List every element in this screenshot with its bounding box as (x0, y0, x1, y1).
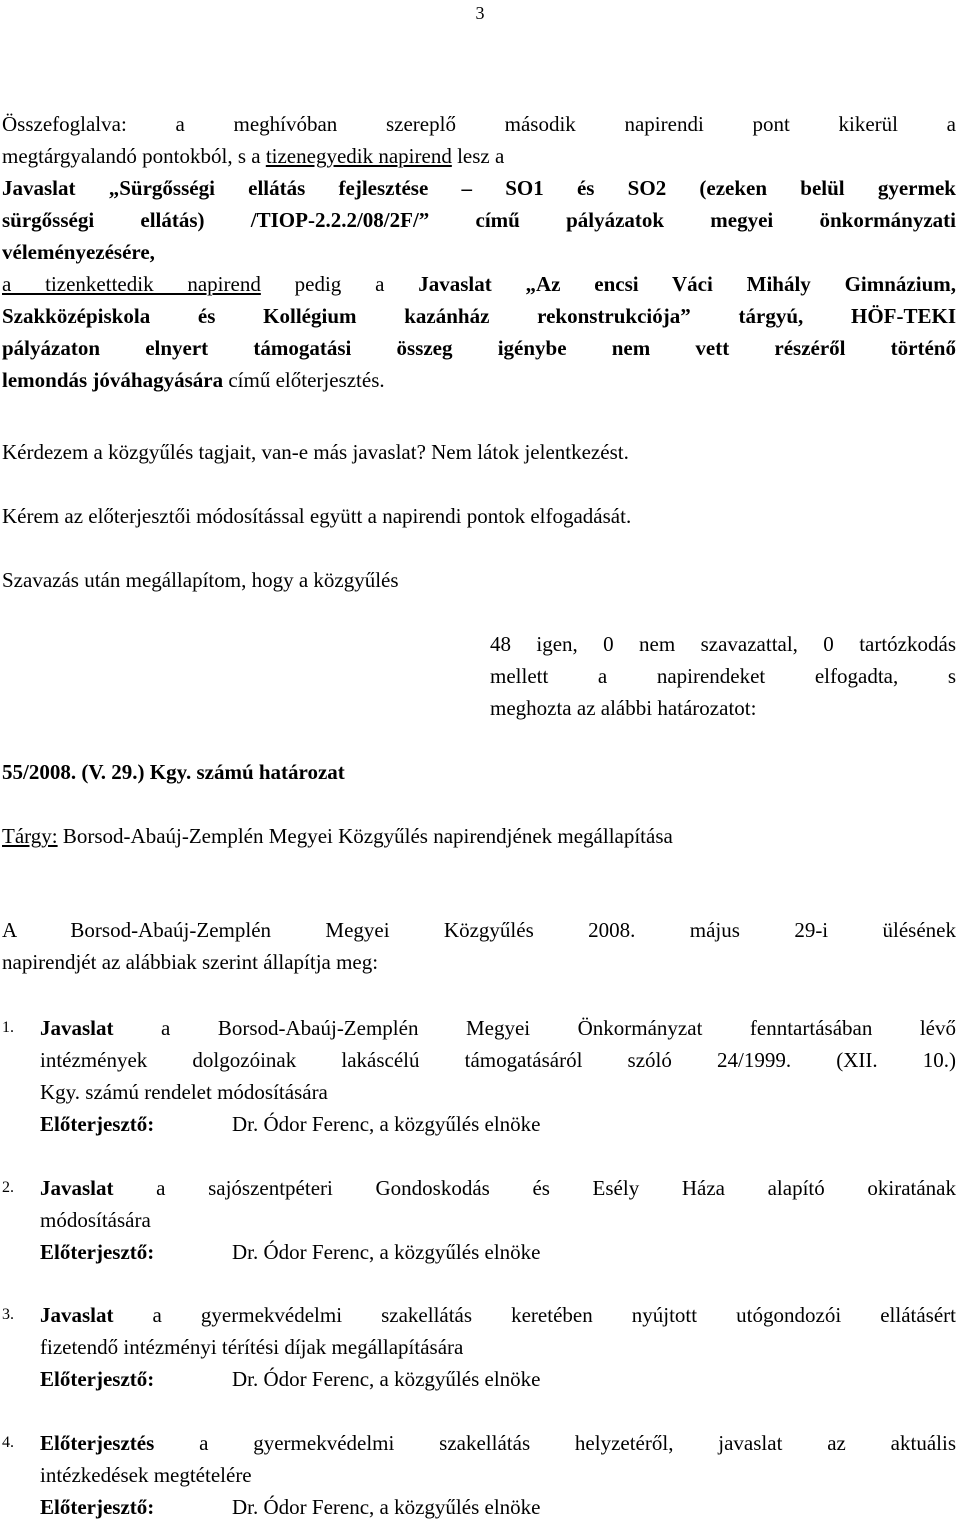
request-text: Kérem az előterjesztői módosítással együtt a napirendi pontok elfogadását. (2, 504, 632, 528)
presenter-name: Dr. Ódor Ferenc, a közgyűlés elnöke (232, 1240, 541, 1264)
presenter-line (40, 1363, 956, 1395)
eleventh-agenda-underlined: tizenegyedik napirend (265, 144, 452, 168)
summary-line: Szakközépiskola és Kollégium kazánház rekonstrukciója” tárgyú, HÖF-TEKI (2, 304, 956, 328)
agenda-item-number: 1. (2, 1019, 14, 1036)
vote-result-line: meghozta az alábbi határozatot: (490, 696, 757, 720)
twelfth-agenda-underlined: a tizenkettedik napirend (2, 272, 261, 296)
presenter-name: Dr. Ódor Ferenc, a közgyűlés elnöke (232, 1367, 541, 1391)
presenter-label: Előterjesztő: (40, 1240, 155, 1264)
agenda-item-1: 1. Javaslat a Borsod-Abaúj-Zemplén Megyei Önkormányzat fenntartásában lévő intézmények dolgozóinak lakáscélú támogatásáról szóló 24/1999. (XII. 10.) Kgy. számú rendelet módosítására Előterjesztő: Dr. Ódor Ferenc, a közgyűlés elnöke (2, 1012, 956, 1140)
summary-line: Javaslat „Sürgősségi ellátás fejlesztése – SO1 és SO2 (ezeken belül gyermek (2, 176, 956, 200)
agenda-item-2: 2. Javaslat a sajószentpéteri Gondoskodás és Esély Háza alapító okiratának módosítására Előterjesztő: Dr. Ódor Ferenc, a közgyűlés elnöke (2, 1172, 956, 1268)
presenter-label: Előterjesztő: (40, 1367, 155, 1391)
vote-result-line: mellett a napirendeket elfogadta, s (490, 664, 956, 688)
agenda-item-4: 4. Előterjesztés a gyermekvédelmi szakellátás helyzetéről, javaslat az aktuális intézkedések megtételére Előterjesztő: Dr. Ódor Ferenc, a közgyűlés elnöke (2, 1427, 956, 1523)
question-text: Kérdezem a közgyűlés tagjait, van-e más javaslat? Nem látok jelentkezést. (2, 440, 629, 464)
agenda-item-number: 2. (2, 1179, 14, 1196)
vote-result-line: 48 igen, 0 nem szavazattal, 0 tartózkodás (490, 632, 956, 656)
summary-line: lemondás jóváhagyására című előterjesztés. (2, 368, 385, 392)
agenda-item-number: 3. (2, 1306, 14, 1323)
page-number: 3 (475, 3, 485, 23)
summary-paragraph (2, 108, 956, 396)
subject-line (2, 820, 956, 852)
presenter-label: Előterjesztő: (40, 1112, 155, 1136)
presenter-label: Előterjesztő: (40, 1495, 155, 1519)
summary-line: Összefoglalva: a meghívóban szereplő második napirendi pont kikerül a (2, 112, 956, 136)
intro-line: A Borsod-Abaúj-Zemplén Megyei Közgyűlés 2008. május 29-i ülésének (2, 918, 956, 942)
agenda-item-3: 3. Javaslat a gyermekvédelmi szakellátás keretében nyújtott utógondozói ellátásért fizetendő intézményi térítési díjak megállapítására Előterjesztő: Dr. Ódor Ferenc, a közgyűlés elnöke (2, 1299, 956, 1395)
resolution-title: 55/2008. (V. 29.) Kgy. számú határozat (2, 760, 345, 784)
intro-paragraph (2, 914, 956, 978)
presenter-line (40, 1236, 956, 1268)
presenter-line (40, 1491, 956, 1523)
intro-line: napirendjét az alábbiak szerint állapítja meg: (2, 950, 379, 974)
presenter-line (40, 1108, 956, 1140)
subject-text: Borsod-Abaúj-Zemplén Megyei Közgyűlés napirendjének megállapítása (57, 824, 673, 848)
presenter-name: Dr. Ódor Ferenc, a közgyűlés elnöke (232, 1495, 541, 1519)
subject-label: Tárgy: (2, 824, 58, 848)
summary-line: sürgősségi ellátás) /TIOP-2.2.2/08/2F/” című pályázatok megyei önkormányzati (2, 208, 956, 232)
summary-line: pályázaton elnyert támogatási összeg igénybe nem vett részéről történő (2, 336, 956, 360)
after-vote-text: Szavazás után megállapítom, hogy a közgyűlés (2, 568, 399, 592)
summary-line: a tizenkettedik napirend pedig a Javaslat „Az encsi Váci Mihály Gimnázium, (2, 272, 957, 296)
summary-line: véleményezésére, (2, 240, 155, 264)
vote-result (490, 628, 956, 724)
agenda-item-number: 4. (2, 1434, 14, 1451)
summary-line: megtárgyalandó pontokból, s a tizenegyedik napirend lesz a (2, 144, 505, 168)
presenter-name: Dr. Ódor Ferenc, a közgyűlés elnöke (232, 1112, 541, 1136)
